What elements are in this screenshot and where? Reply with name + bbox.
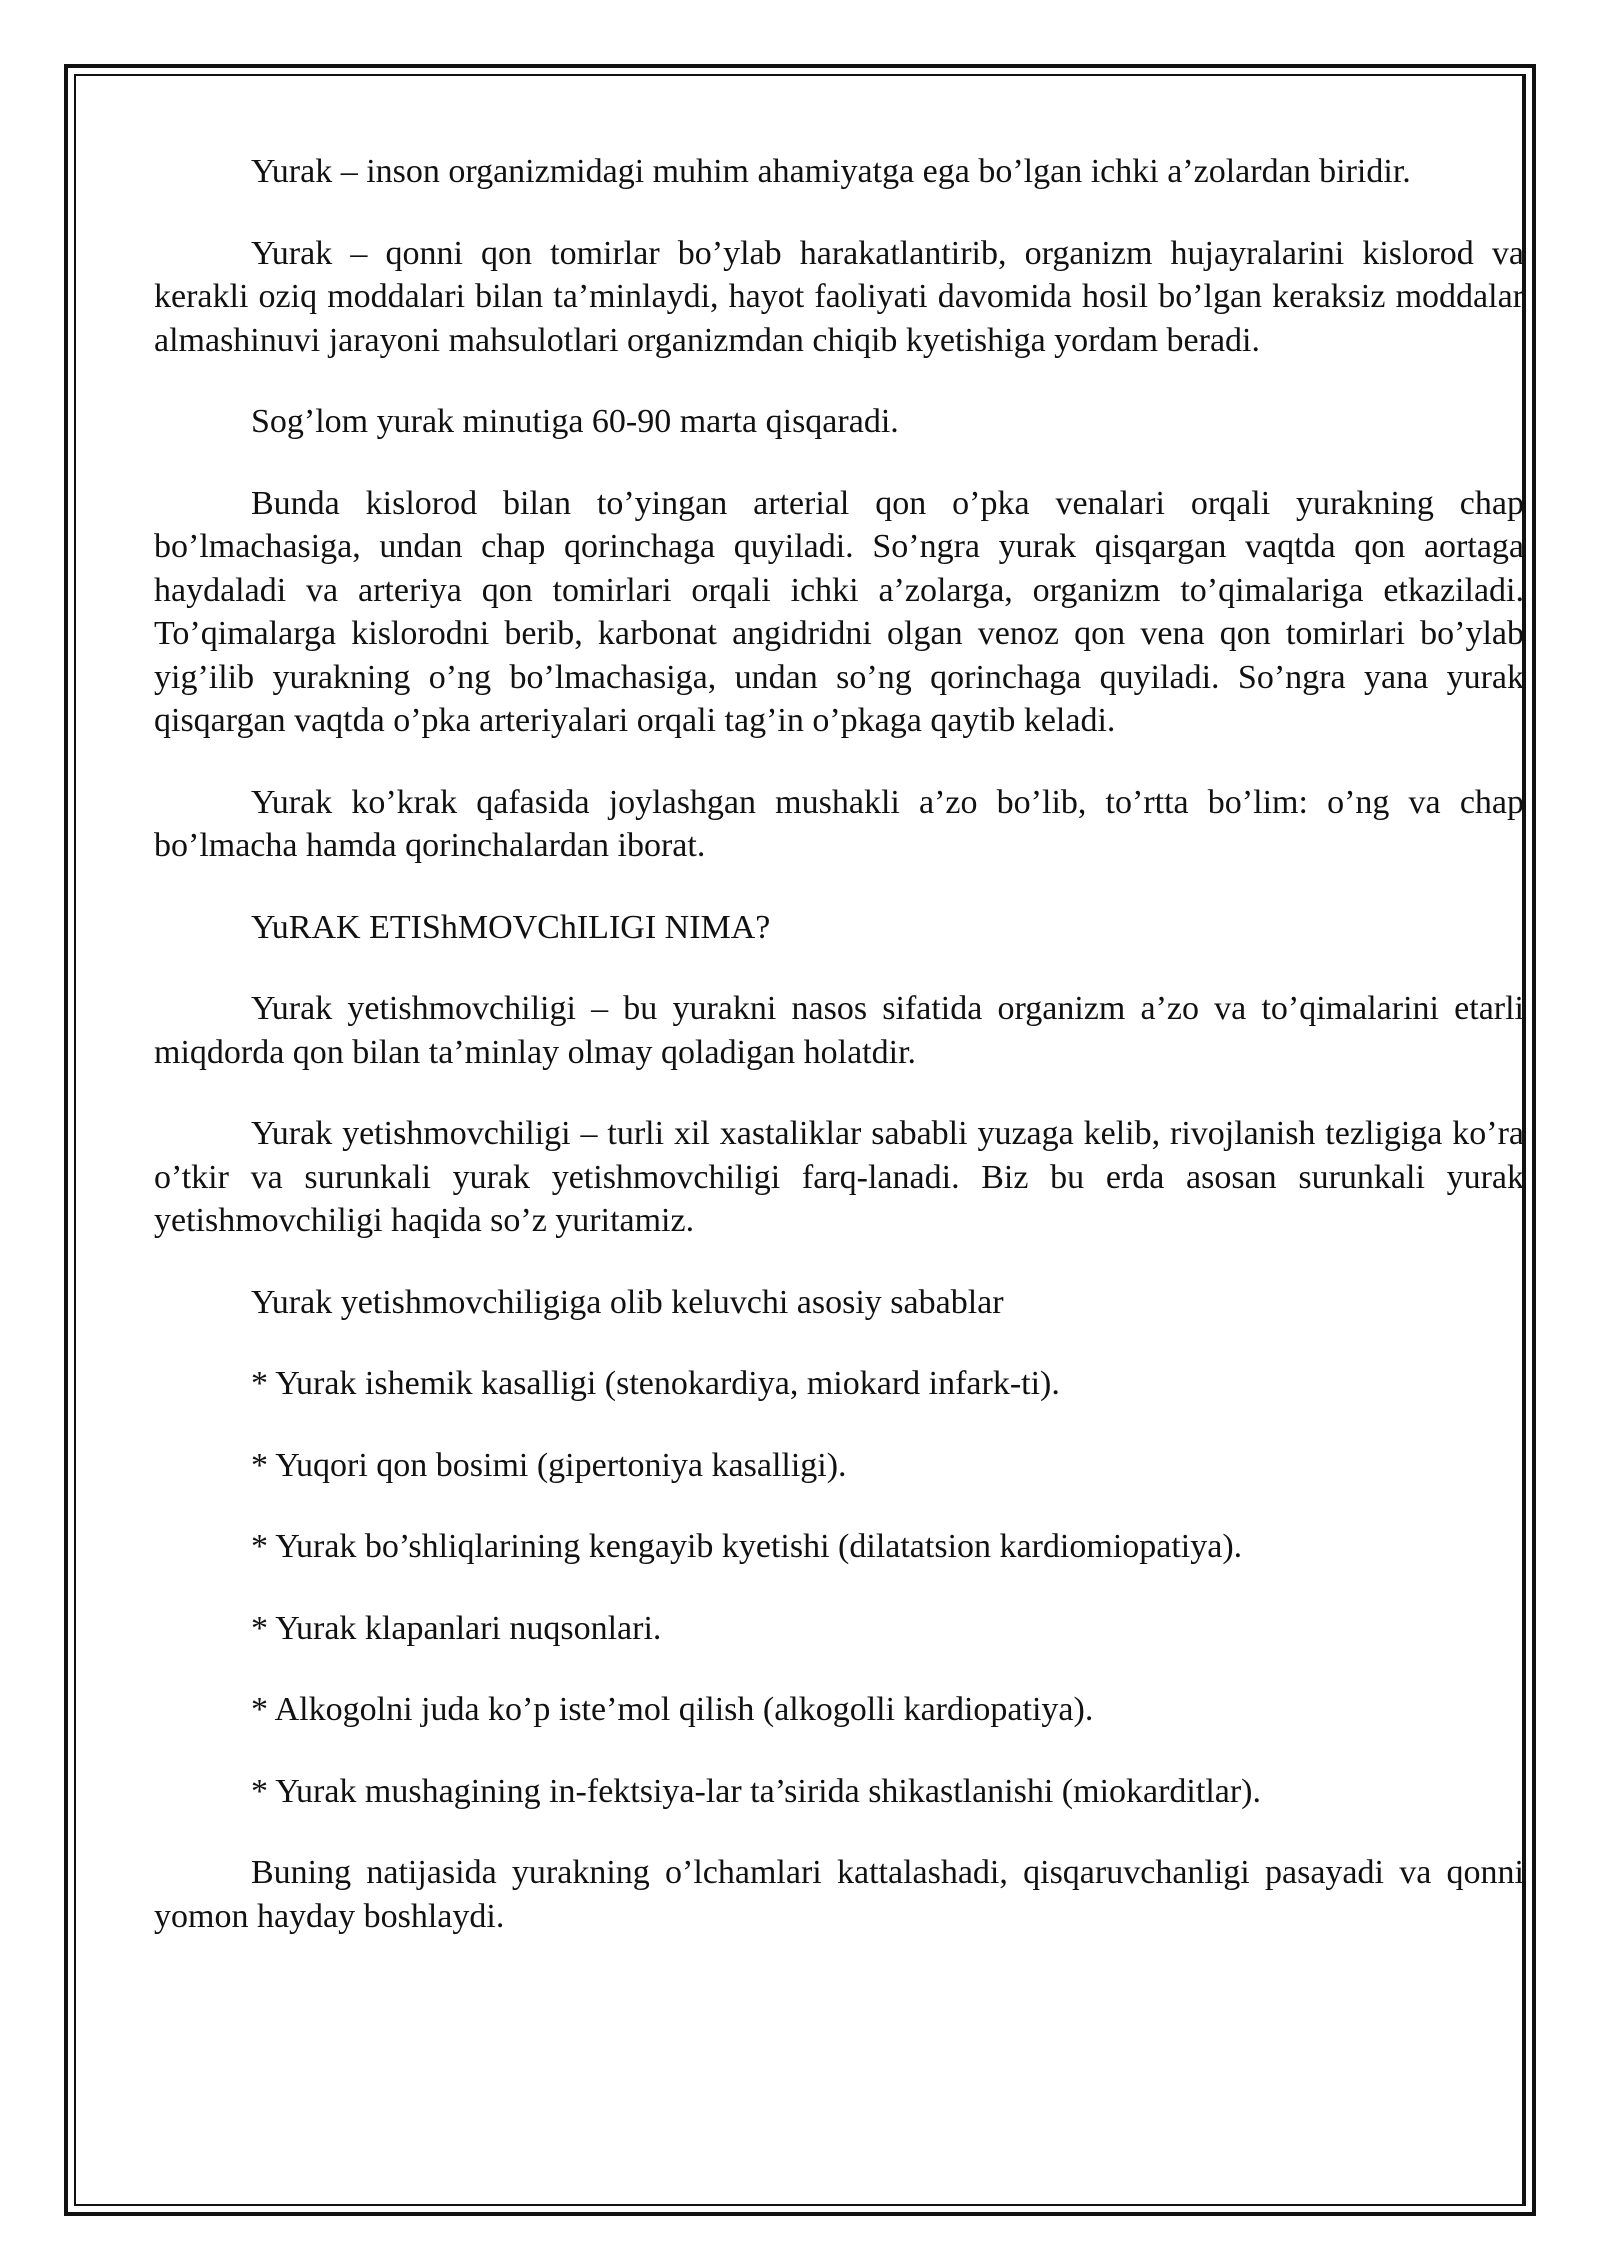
paragraph-types: Yurak yetishmovchiligi – turli xil xastaliklar sababli yuzaga kelib, rivojlanish tezligiga ko’ra o’tkir va surunkali yurak yetishmovchiligi farq-lanadi. Biz bu erda asosan surunkali yurak yetishmovchiligi haqida so’z yuritamiz. xyxy=(154,1115,1524,1239)
list-item-cause: * Yuqori qon bosimi (gipertoniya kasalligi). xyxy=(251,1446,847,1484)
list-item-cause: * Yurak klapanlari nuqsonlari. xyxy=(251,1609,662,1647)
paragraph-blood-circulation: Bunda kislorod bilan to’yingan arterial qon o’pka venalari orqali yurakning chap bo’lmachasiga, undan chap qorinchaga quyiladi. So’ngra yurak qisqargan vaqtda qon aortaga haydaladi va arteriya qon tomirlari orqali ichki a’zolarga, organizm to’qimalariga etkaziladi. To’qimalarga kislorodni berib, karbonat angidridni olgan venoz qon vena qon tomirlari bo’ylab yig’ilib yurakning o’ng bo’lmachasiga, undan so’ng qorinchaga quyiladi. So’ngra yana yurak qisqargan vaqtda o’pka arteriyalari orqali tag’in o’pkaga qaytib keladi. xyxy=(154,484,1524,739)
list-item-cause: * Alkogolni juda ko’p iste’mol qilish (alkogolli kardiopatiya). xyxy=(251,1691,1094,1728)
section-heading: YuRAK ETIShMOVChILIGI NIMA? xyxy=(251,908,771,946)
paragraph-conclusion: Buning natijasida yurakning o’lchamlari kattalashadi, qisqaruvchanligi pasayadi va qonni yomon hayday boshlaydi. xyxy=(154,1854,1524,1935)
paragraph-causes-intro: Yurak yetishmovchiligiga olib keluvchi asosiy sabablar xyxy=(251,1283,1004,1321)
list-item-cause: * Yurak ishemik kasalligi (stenokardiya, miokard infark-ti). xyxy=(251,1365,1060,1402)
document-body xyxy=(154,150,1524,1976)
paragraph-heart-function: Yurak – qonni qon tomirlar bo’ylab harakatlantirib, organizm hujayralarini kislorod va kerakli oziq moddalari bilan ta’minlaydi, hayot faoliyati davomida hosil bo’lgan keraksiz moddalar almashinuvi jarayoni mahsulotlari organizmdan chiqib kyetishiga yordam beradi. xyxy=(154,234,1524,359)
paragraph-heart-structure: Yurak ko’krak qafasida joylashgan mushakli a’zo bo’lib, to’rtta bo’lim: o’ng va chap bo’lmacha hamda qorinchalardan iborat. xyxy=(154,783,1524,864)
paragraph-heart-rate: Sog’lom yurak minutiga 60-90 marta qisqaradi. xyxy=(251,403,899,440)
list-item-cause: * Yurak mushagining in-fektsiya-lar ta’sirida shikastlanishi (miokarditlar). xyxy=(251,1772,1262,1810)
paragraph-definition: Yurak yetishmovchiligi – bu yurakni nasos sifatida organizm a’zo va to’qimalarini etarli miqdorda qon bilan ta’minlay olmay qoladigan holatdir. xyxy=(154,990,1524,1071)
paragraph-intro: Yurak – inson organizmidagi muhim ahamiyatga ega bo’lgan ichki a’zolardan biridir. xyxy=(251,153,1411,190)
list-item-cause: * Yurak bo’shliqlarining kengayib kyetishi (dilatatsion kardiomiopatiya). xyxy=(251,1528,1243,1565)
